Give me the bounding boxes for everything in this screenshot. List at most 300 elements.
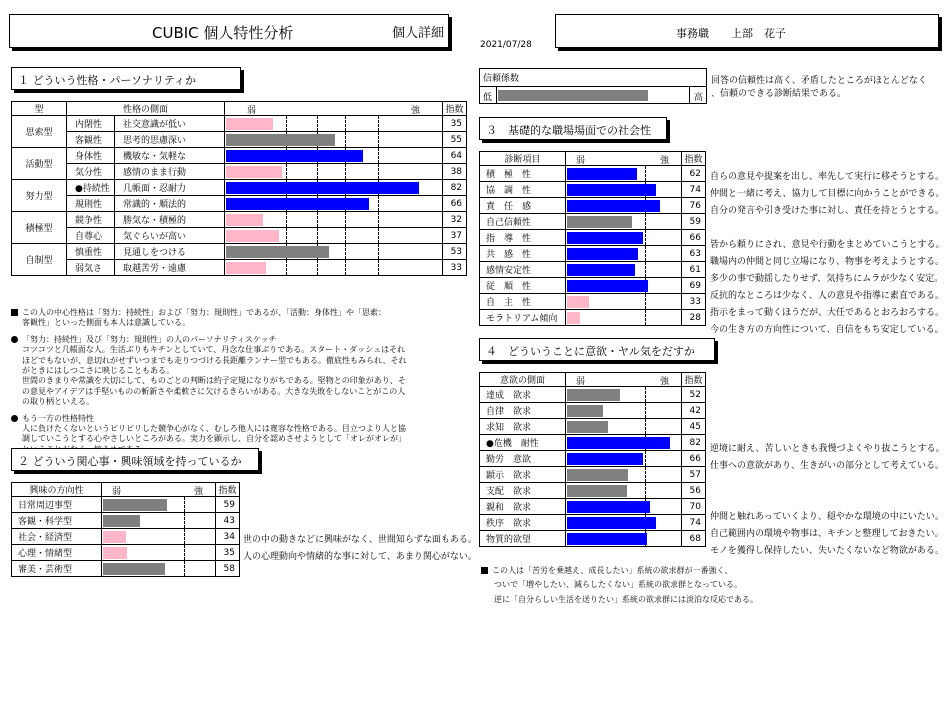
score-bar [567,280,648,292]
scale-weak-label: 弱 [576,377,586,387]
row-comment: 多少の事で動揺したりせず、気持ちにムラが少なく安定。 [710,274,944,284]
label-cell: 共 感 性 [480,246,566,262]
scale-gridline [645,403,646,418]
scale-gridline [345,116,346,131]
section2-title-text: ２ どういう関心事・興味領域を持っているか [18,455,242,468]
table-row [480,467,706,483]
table-row [12,164,467,180]
description-cell: 気ぐらいが高い [115,228,225,244]
scale-gridline [345,260,346,275]
note-line [11,308,471,318]
score-bar [567,485,627,497]
score-bar-cell [225,260,443,276]
score-bar [226,134,335,146]
note-text: 客観性」といった側面も本人は意識している。 [22,318,190,328]
scale-gridline [184,545,185,560]
scale-gridline [184,497,185,512]
score-cell: 55 [443,132,467,148]
score-bar-cell [566,166,682,182]
aspect-cell: 規則性 [67,196,115,212]
label-cell: 指 導 性 [480,230,566,246]
scale-gridline [645,230,646,245]
note-text: ついで「増やしたい、減らしたくない」系統の欲求群となっている。 [494,580,742,590]
score-cell: 59 [682,214,706,230]
table-row [480,435,706,451]
score-bar-cell [566,515,682,531]
score-bar [226,118,273,130]
scale-weak-label: 弱 [112,487,122,497]
note-text: の取り柄といえる。 [22,397,94,407]
reliability-bar [498,90,648,101]
motivation-table-header [480,373,706,387]
table-row [12,196,467,212]
score-bar-cell [566,483,682,499]
score-bar-cell [566,214,682,230]
square-bullet-icon [11,309,18,316]
person-box [555,14,939,48]
note-line [11,335,471,345]
label-cell: 感情安定性 [480,262,566,278]
table-row [480,246,706,262]
score-bar [567,200,660,212]
scale-gridline [286,228,287,243]
type-cell: 思索型 [12,116,67,148]
circle-bullet-icon [11,415,18,422]
interest-table [11,482,240,577]
score-bar-cell [102,513,216,529]
label-cell: 積 極 性 [480,166,566,182]
type-cell: 積極型 [12,212,67,244]
table-row [12,228,467,244]
col-score: 指数 [216,483,240,497]
scale-gridline [645,483,646,498]
label-cell: 顕示 欲求 [480,467,566,483]
score-cell: 76 [682,198,706,214]
score-bar [567,296,589,308]
aspect-cell: 慎重性 [67,244,115,260]
score-bar [567,184,656,196]
score-cell: 45 [682,419,706,435]
table-row [480,182,706,198]
scale-gridline [184,513,185,528]
scale-gridline [378,164,379,179]
table-row [480,278,706,294]
scale-gridline [378,116,379,131]
score-bar [567,421,608,433]
score-cell: 82 [682,435,706,451]
score-bar [226,230,279,242]
label-cell: 物質的欲望 [480,531,566,547]
description-cell: 機敏な・気軽な [115,148,225,164]
scale-gridline [378,260,379,275]
score-bar [567,312,580,324]
col-aspect: 性格の側面 [67,102,225,116]
table-row [480,403,706,419]
scale-gridline [378,132,379,147]
scale-gridline [345,164,346,179]
label-cell: 支配 欲求 [480,483,566,499]
scale-gridline [378,244,379,259]
score-cell: 35 [216,545,240,561]
reliability-high-divider [689,86,690,103]
note-line [481,580,941,590]
score-bar [103,531,126,543]
table-row [480,499,706,515]
label-cell: 審美・芸術型 [12,561,102,577]
row-comment: 反抗的なところは少なく、人の意見や指導に素直である。 [710,291,944,301]
note-line [481,595,941,605]
score-cell: 38 [443,164,467,180]
score-bar-cell [566,182,682,198]
section1-title [11,67,241,90]
motivation-table [479,372,706,547]
note-text: もう一方の性格特性 [22,413,94,423]
score-cell: 53 [443,244,467,260]
score-cell: 57 [682,467,706,483]
score-bar-cell [225,228,443,244]
score-bar-cell [225,196,443,212]
table-row [480,230,706,246]
personality-table-header [12,102,467,116]
scale-gridline [286,212,287,227]
section4-title-text: ４ どういうことに意欲・ヤル気をだすか [486,345,695,358]
scale-gridline [378,212,379,227]
score-bar [226,262,266,274]
score-bar [226,182,419,194]
scale-strong-label: 強 [660,156,670,166]
score-bar [567,389,620,401]
score-bar [226,150,363,162]
score-bar-cell [566,451,682,467]
table-row [12,212,467,228]
table-row [480,214,706,230]
row-comment: 今の生き方の方向性について、自信をもち安定している。 [710,325,944,335]
table-row [480,451,706,467]
row-comment: 逆境に耐え、苦しいときも我慢づよくやり抜こうとする。 [710,444,945,454]
table-row [480,515,706,531]
scale-gridline [645,214,646,229]
aspect-cell: 競争性 [67,212,115,228]
score-cell: 28 [682,310,706,326]
note-line [11,366,471,376]
reliability-low-divider [496,86,497,103]
score-bar-cell [102,497,216,513]
score-cell: 35 [443,116,467,132]
table-row [480,531,706,547]
col-score: 指数 [443,102,467,116]
score-cell: 33 [682,294,706,310]
score-bar-cell [566,419,682,435]
scale-gridline [345,228,346,243]
score-bar [226,214,263,226]
label-cell: 求知 欲求 [480,419,566,435]
personality-notes [11,308,471,461]
table-row [12,513,240,529]
scale-gridline [645,310,646,325]
score-bar [567,501,650,513]
scale-gridline [345,132,346,147]
scale-strong-label: 強 [411,106,421,116]
scale-gridline [317,260,318,275]
personality-table [11,101,467,276]
aspect-cell: 客観性 [67,132,115,148]
reliability-comment-1: 回答の信頼性は高く、矛盾したところがほとんどなく [711,76,927,86]
table-row [12,260,467,276]
section1-title-text: １ どういう性格・パーソナリティか [18,74,196,87]
note-text: 人に負けたくないというピリピリした競争心がなく、むしろ他人には寛容な性格である。目立つより人と協 [22,423,406,433]
scale-gridline [645,166,646,181]
score-bar-cell [566,278,682,294]
note-text: ほどでもないが、息切れがせずいつまでも走りつづける長距離ランナー型でもある。徹底性もみられ、それ [22,355,407,365]
score-cell: 82 [443,180,467,196]
score-cell: 43 [216,513,240,529]
row-comment: 仲間と一緒に考え、協力して目標に向かうことができる。 [710,189,945,199]
scale-weak-label: 弱 [576,156,586,166]
aspect-cell: 自尊心 [67,228,115,244]
score-bar-cell [566,387,682,403]
score-cell: 66 [682,230,706,246]
description-cell: 思考的思慮深い [115,132,225,148]
table-row [12,561,240,577]
score-bar-cell [225,180,443,196]
label-cell: 責 任 感 [480,198,566,214]
scale-gridline [317,164,318,179]
score-bar-cell [566,435,682,451]
note-text: 「努力：持続性」及び「努力：規則性」の人のパーソナリティスケッチ [22,334,277,344]
reliability-title: 信頼係数 [483,74,520,84]
score-bar [567,437,670,449]
scale-gridline [645,294,646,309]
label-cell: 日常周辺事型 [12,497,102,513]
table-row [480,483,706,499]
score-cell: 61 [682,262,706,278]
score-bar [567,264,635,276]
note-line [11,414,471,424]
aspect-cell: 身体性 [67,148,115,164]
description-cell: 常識的・順法的 [115,196,225,212]
score-bar [103,547,127,559]
interest-table-header [12,483,240,497]
reliability-divider [480,86,706,87]
note-line [11,397,471,407]
score-bar [226,166,282,178]
description-cell: 社交意識が低い [115,116,225,132]
score-bar [567,469,628,481]
score-bar-cell [102,561,216,577]
note-line [11,376,471,386]
scale-gridline [645,419,646,434]
label-cell: 客観・科学型 [12,513,102,529]
page-title: CUBIC 個人特性分析 [152,24,294,42]
table-row [12,116,467,132]
label-cell: 協 調 性 [480,182,566,198]
sociality-table-header [480,152,706,166]
label-cell: 自 主 性 [480,294,566,310]
row-comment: 自己範囲内の環境や物事は、キチンと整理しておきたい。 [710,529,944,539]
scale-gridline [286,164,287,179]
scale-gridline [645,467,646,482]
note-line [481,566,941,576]
aspect-cell: 気分性 [67,164,115,180]
label-cell: 自律 欲求 [480,403,566,419]
scale-gridline [378,228,379,243]
table-row [12,497,240,513]
score-bar [103,563,165,575]
label-cell: 従 順 性 [480,278,566,294]
row-comment: 自らの意見や提案を出し、率先して実行に移そうとする。 [710,172,945,182]
score-cell: 42 [682,403,706,419]
scale-gridline [184,529,185,544]
score-bar-cell [566,262,682,278]
col-interest: 興味の方向性 [12,483,102,497]
note-block [11,335,471,408]
person-name: 事務職 上部 花子 [676,27,786,40]
note-text: の意見やアイデアは手堅いものの斬新さや柔軟さに欠けるきらいがある。大きな失敗をしないことがこの人 [22,386,406,396]
label-cell: 心理・情緒型 [12,545,102,561]
scale-gridline [645,262,646,277]
score-bar-cell [566,294,682,310]
scale-gridline [317,228,318,243]
interest-comment-2: 人の心理動向や情緒的な事に対して、あまり関心がない。 [243,552,477,562]
label-cell: ●危機 耐性 [480,435,566,451]
table-row [12,545,240,561]
score-bar-cell [225,132,443,148]
score-bar-cell [566,531,682,547]
aspect-cell: 内閉性 [67,116,115,132]
score-cell: 68 [682,531,706,547]
score-bar [226,246,329,258]
aspect-cell: ●持続性 [67,180,115,196]
row-comment: 仕事への意欲があり、生きがいの部分として考えている。 [710,461,945,471]
label-cell: モラトリアム傾向 [480,310,566,326]
section3-title-text: ３ 基礎的な職場場面での社会性 [486,124,651,137]
scale-weak-label: 弱 [247,106,257,116]
col-score: 指数 [682,152,706,166]
note-text: 逆に「自分らしい生活を送りたい」系統の欲求群には淡泊な反応である。 [494,594,758,604]
scale-gridline [378,196,379,211]
score-bar [567,453,643,465]
score-cell: 58 [216,561,240,577]
note-text: この人は「苦労を乗越え、成長したい」系統の欲求群が一番強く、 [492,566,733,575]
score-cell: 32 [443,212,467,228]
section3-title [479,117,667,140]
reliability-box [479,68,707,104]
note-line [11,356,471,366]
score-bar-cell [566,246,682,262]
score-cell: 70 [682,499,706,515]
scale-gridline [286,260,287,275]
col-type: 型 [12,102,67,116]
score-cell: 64 [443,148,467,164]
note-line [11,434,471,444]
type-cell: 自制型 [12,244,67,276]
table-row [480,310,706,326]
page-subtitle: 個人詳細 [392,26,445,41]
scale-gridline [286,116,287,131]
aspect-cell: 弱気さ [67,260,115,276]
score-bar [567,533,647,545]
score-cell: 66 [443,196,467,212]
table-row [480,387,706,403]
note-text: この人の中心性格は「努力：持続性」および「努力：規則性」であるが、「活動：身体性」や「思索： [22,308,386,317]
score-bar-cell [225,244,443,260]
report-date: 2021/07/28 [480,40,532,50]
note-line [11,318,471,328]
col-motivation: 意欲の側面 [480,373,566,387]
table-row [12,244,467,260]
score-bar-cell [225,164,443,180]
label-cell: 自己信頼性 [480,214,566,230]
score-bar-cell [566,467,682,483]
col-scale [566,373,682,387]
table-row [480,419,706,435]
reliability-comment-2: 、信頼のできる診断結果である。 [711,89,847,99]
col-scale [225,102,443,116]
note-text: 世間のきまりや常識を大切にして、ものごとの判断は約子定規になりがちである。堅物との印象があり、そ [22,376,406,386]
score-bar [567,168,637,180]
col-scale [102,483,216,497]
label-cell: 親和 欲求 [480,499,566,515]
score-bar-cell [102,529,216,545]
scale-gridline [645,246,646,261]
table-row [12,180,467,196]
scale-strong-label: 強 [660,377,670,387]
score-bar [103,515,140,527]
table-row [480,166,706,182]
score-bar [567,517,656,529]
section4-title [479,338,715,361]
col-scale [566,152,682,166]
table-row [12,529,240,545]
col-diagnosis: 診断項目 [480,152,566,166]
scale-gridline [345,212,346,227]
description-cell: 見通しをつける [115,244,225,260]
score-cell: 33 [443,260,467,276]
title-box [9,14,449,48]
score-cell: 74 [682,515,706,531]
row-comment: モノを獲得し保持したい、失いたくないなど物欲がある。 [710,546,944,556]
square-bullet-icon [481,567,488,574]
note-line [11,345,471,355]
label-cell: 秩序 欲求 [480,515,566,531]
row-comment: 指示をまって動くほうだが、大任であるとおろおろする。 [710,308,945,318]
reliability-high-label: 高 [693,93,703,103]
score-bar [567,405,603,417]
type-cell: 努力型 [12,180,67,212]
score-bar [226,198,369,210]
score-cell: 63 [682,246,706,262]
score-bar [567,248,638,260]
table-row [480,198,706,214]
row-comment: 皆から頼りにされ、意見や行動をまとめていこうとする。 [710,240,945,250]
row-comment: 自分の発言や引き受けた事に対し、責任を持とうとする。 [710,206,945,216]
score-bar [567,216,632,228]
scale-gridline [345,244,346,259]
table-row [12,148,467,164]
sociality-table [479,151,706,326]
description-cell: 取越苦労・遠慮 [115,260,225,276]
table-row [12,132,467,148]
scale-gridline [317,212,318,227]
scale-gridline [184,561,185,576]
score-bar-cell [225,116,443,132]
note-line [11,387,471,397]
note-block [11,308,471,329]
scale-gridline [645,387,646,402]
type-cell: 活動型 [12,148,67,180]
note-line [11,424,471,434]
circle-bullet-icon [11,336,18,343]
